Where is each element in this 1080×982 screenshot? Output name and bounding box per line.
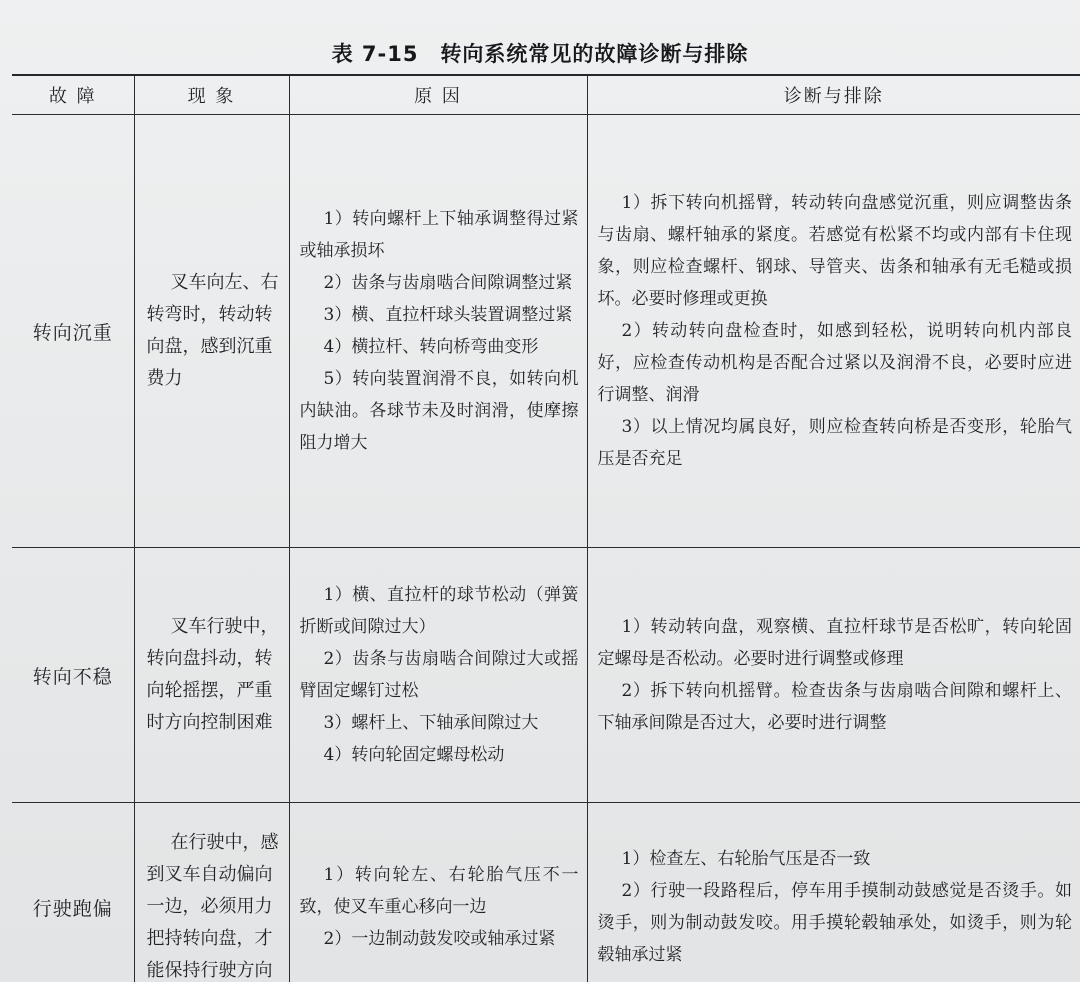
header-row [12,75,1080,115]
table-row [12,548,1080,803]
header-remedy: 诊断与排除 [587,75,1080,115]
table-number: 表 7-15 [331,42,419,66]
cause-item: 2）齿条与齿扇啮合间隙过大或摇臂固定螺钉过松 [299,649,579,701]
cause-cell [289,548,587,803]
cause-cell [289,115,587,548]
diagnosis-table [12,74,1080,982]
phenomenon-cell [134,803,289,982]
cause-item: 1）转向螺杆上下轴承调整得过紧或轴承损坏 [299,209,579,261]
remedy-cell [587,803,1080,982]
cause-item: 2）齿条与齿扇啮合间隙调整过紧 [323,273,573,293]
remedy-item: 2）行驶一段路程后，停车用手摸制动鼓感觉是否烫手。如烫手，则为制动鼓发咬。用手摸轮毂轴承处，如烫手，则为轮毂轴承过紧 [597,881,1072,965]
remedy-item: 3）以上情况均属良好，则应检查转向桥是否变形，轮胎气压是否充足 [597,417,1072,469]
cause-cell [289,803,587,982]
remedy-item: 2）拆下转向机摇臂。检查齿条与齿扇啮合间隙和螺杆上、下轴承间隙是否过大，必要时进行调整 [597,681,1072,733]
table-caption [0,38,1080,68]
header-cause: 原 因 [289,75,587,115]
cause-item: 2）一边制动鼓发咬或轴承过紧 [323,929,556,949]
phenomenon-text: 在行驶中，感到叉车自动偏向一边，必须用力把持转向盘，才能保持行驶方向 [146,832,279,981]
table-title: 转向系统常见的故障诊断与排除 [440,42,749,66]
cause-item: 5）转向装置润滑不良，如转向机内缺油。各球节未及时润滑，使摩擦阻力增大 [299,369,579,453]
table-row [12,803,1080,982]
remedy-item: 1）转动转向盘，观察横、直拉杆球节是否松旷，转向轮固定螺母是否松动。必要时进行调整或修理 [597,617,1072,669]
phenomenon-cell [134,115,289,548]
cause-item: 1）转向轮左、右轮胎气压不一致，使叉车重心移向一边 [299,865,579,917]
fault-cell: 转向沉重 [12,115,134,548]
header-fault: 故 障 [12,75,134,115]
cause-item: 4）横拉杆、转向桥弯曲变形 [323,337,539,357]
header-phenomenon: 现 象 [134,75,289,115]
cause-item: 3）螺杆上、下轴承间隙过大 [323,713,539,733]
table-row [12,115,1080,548]
fault-cell: 行驶跑偏 [12,803,134,982]
remedy-item: 1）检查左、右轮胎气压是否一致 [621,849,871,869]
cause-item: 3）横、直拉杆球头装置调整过紧 [323,305,573,325]
cause-item: 1）横、直拉杆的球节松动（弹簧折断或间隙过大） [299,585,579,637]
phenomenon-text: 叉车向左、右转弯时，转动转向盘，感到沉重费力 [146,272,279,389]
phenomenon-cell [134,548,289,803]
remedy-item: 1）拆下转向机摇臂，转动转向盘感觉沉重，则应调整齿条与齿扇、螺杆轴承的紧度。若感觉有松紧不均或内部有卡住现象，则应检查螺杆、钢球、导管夹、齿条和轴承有无毛糙或损坏。必要时修理或更换 [597,193,1072,309]
remedy-cell [587,548,1080,803]
cause-item: 4）转向轮固定螺母松动 [323,745,505,765]
remedy-item: 2）转动转向盘检查时，如感到轻松，说明转向机内部良好，应检查传动机构是否配合过紧以及润滑不良，必要时应进行调整、润滑 [597,321,1072,405]
remedy-cell [587,115,1080,548]
phenomenon-text: 叉车行驶中，转向盘抖动，转向轮摇摆，严重时方向控制困难 [146,616,279,733]
fault-cell: 转向不稳 [12,548,134,803]
